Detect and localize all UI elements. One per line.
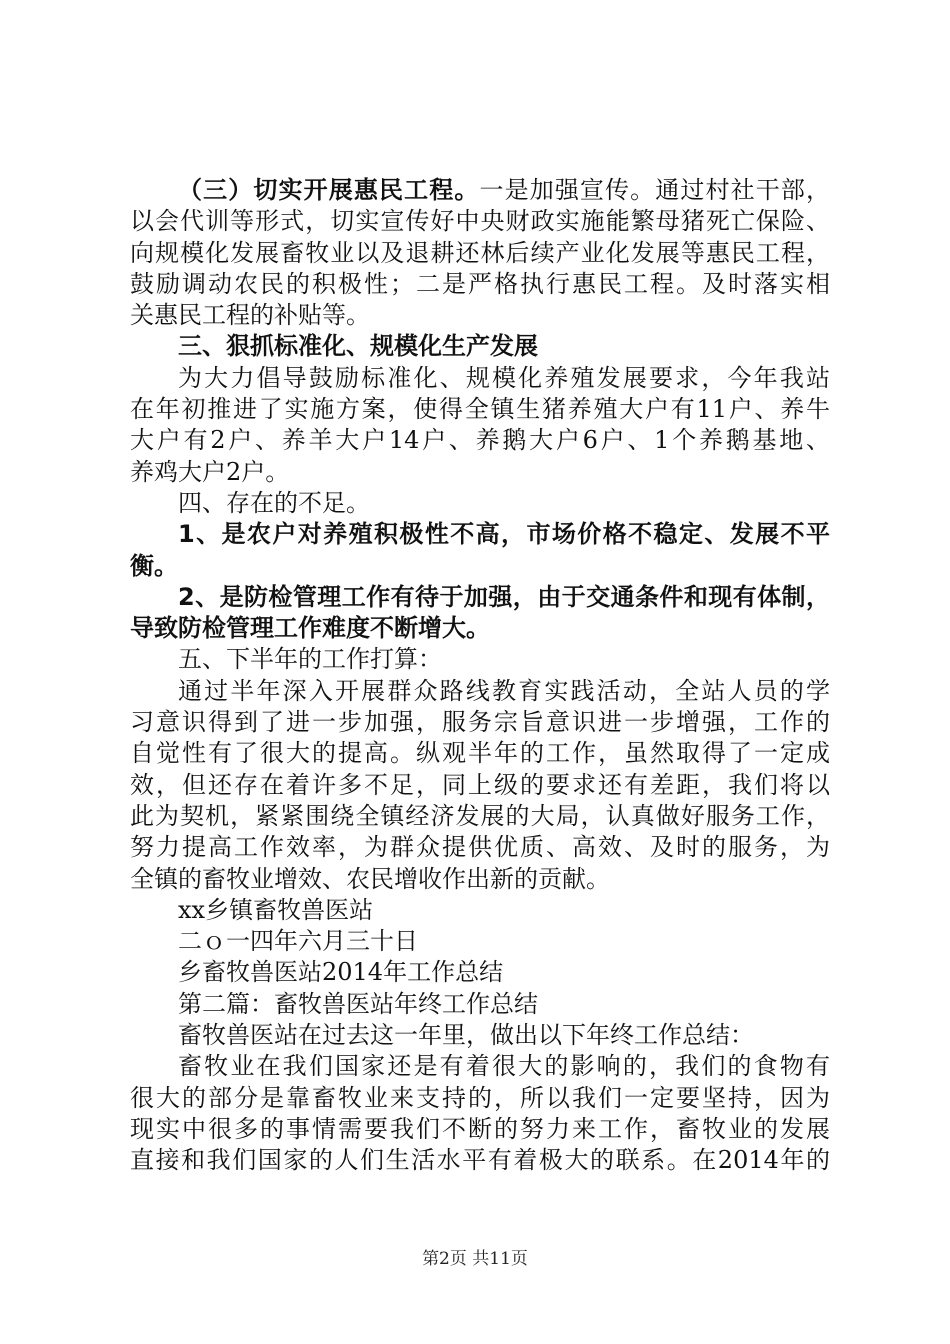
text-line: xx乡镇畜牧兽医站 [178, 895, 374, 924]
text-line: 通过半年深入开展群众路线教育实践活动，全站人员的学 [178, 676, 830, 705]
text-line: 乡畜牧兽医站2014年工作总结 [178, 958, 504, 987]
text-line: 自觉性有了很大的提高。纵观半年的工作，虽然取得了一定成 [130, 739, 830, 768]
text-line: 全镇的畜牧业增效、农民增收作出新的贡献。 [130, 864, 610, 893]
text-line: 导致防检管理工作难度不断增大。 [130, 614, 490, 643]
text-line: 2、是防检管理工作有待于加强，由于交通条件和现有体制， [178, 582, 830, 611]
bold-heading: （三）切实开展惠民工程。 [178, 176, 480, 204]
text-line: 养鸡大户2户。 [130, 457, 290, 486]
text-line: 现实中很多的事情需要我们不断的努力来工作，畜牧业的发展 [130, 1114, 830, 1143]
text-line: 五、下半年的工作打算： [178, 645, 442, 674]
text-line: 习意识得到了进一步加强，服务宗旨意识进一步增强，工作的 [130, 708, 830, 737]
text-line: 畜牧兽医站在过去这一年里，做出以下年终工作总结： [178, 1021, 754, 1050]
text-line: 很大的部分是靠畜牧业来支持的，所以我们一定要坚持，因为 [130, 1083, 830, 1112]
text-line [130, 175, 830, 206]
text-line: 在年初推进了实施方案，使得全镇生猪养殖大户有11户、养牛 [130, 395, 830, 424]
text-line: 关惠民工程的补贴等。 [130, 301, 370, 330]
text-line: 三、狠抓标准化、规模化生产发展 [178, 332, 538, 361]
text-line: 第二篇：畜牧兽医站年终工作总结 [178, 989, 538, 1018]
text-line: 1、是农户对养殖积极性不高，市场价格不稳定、发展不平 [178, 520, 830, 549]
text-line: 二ｏ一四年六月三十日 [178, 927, 418, 956]
text-line: 鼓励调动农民的积极性；二是严格执行惠民工程。及时落实相 [130, 269, 830, 298]
text-line: 向规模化发展畜牧业以及退耕还林后续产业化发展等惠民工程， [130, 238, 830, 267]
text-line: 衡。 [130, 551, 178, 580]
text-line: 以会代训等形式，切实宣传好中央财政实施能繁母猪死亡保险、 [130, 207, 830, 236]
text-line: 效，但还存在着许多不足，同上级的要求还有差距，我们将以 [130, 770, 830, 799]
line-text: 一是加强宣传。通过村社干部， [479, 176, 831, 204]
text-line: 为大力倡导鼓励标准化、规模化养殖发展要求，今年我站 [178, 363, 830, 392]
document-body [130, 175, 830, 1177]
page-footer: 第2页 共11页 [422, 1249, 528, 1269]
text-line: 畜牧业在我们国家还是有着很大的影响的，我们的食物有 [178, 1052, 830, 1081]
text-line: 努力提高工作效率，为群众提供优质、高效、及时的服务，为 [130, 833, 830, 862]
text-line: 大户有2户、养羊大户14户、养鹅大户6户、1个养鹅基地、 [130, 426, 830, 455]
text-line: 直接和我们国家的人们生活水平有着极大的联系。在2014年的 [130, 1146, 830, 1175]
text-line: 四、存在的不足。 [178, 488, 370, 517]
text-line: 此为契机，紧紧围绕全镇经济发展的大局，认真做好服务工作， [130, 801, 830, 830]
